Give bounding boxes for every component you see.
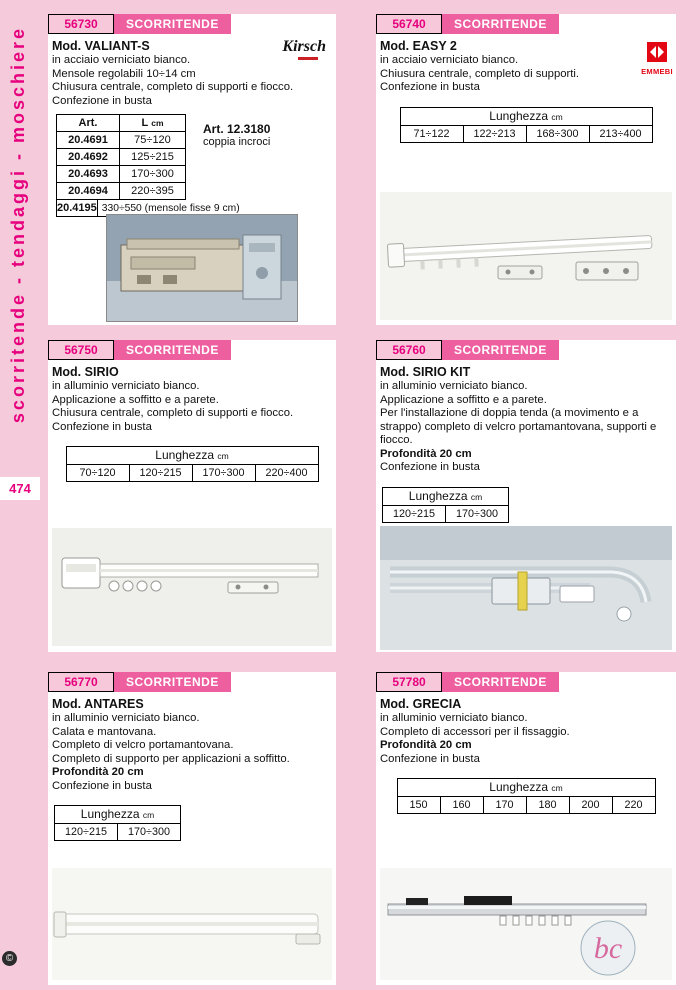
length-table-wrap: [382, 487, 676, 523]
length-cell: 220÷400: [265, 467, 308, 479]
description-line: Applicazione a soffitto e a parete.: [52, 393, 219, 406]
length-cell: 70÷120: [67, 465, 130, 481]
length-table-row: [383, 506, 508, 522]
cross-article-note: [203, 122, 270, 148]
emmebi-logo-mark-icon: [647, 42, 667, 62]
model-name: Mod. SIRIO KIT: [380, 365, 471, 379]
description-line: Calata e mantovana.: [52, 725, 157, 738]
length-table-wrap: [376, 107, 676, 143]
length-cell: 170÷300: [456, 507, 498, 520]
art-cell: 20.4692: [57, 149, 120, 165]
sidebar: [0, 0, 42, 990]
length-table: [54, 805, 181, 841]
emmebi-logo-text: EMMEBI: [641, 67, 673, 76]
model-name: Mod. ANTARES: [52, 697, 144, 711]
product-photo-antares: [52, 868, 332, 980]
length-cell: 75÷120: [134, 134, 171, 146]
length-table: [397, 778, 656, 814]
length-cell: 125÷215: [131, 151, 174, 163]
product-photo-sirio: [52, 528, 332, 646]
model-name: Mod. GRECIA: [380, 697, 462, 711]
art-cell: 20.4195: [57, 202, 97, 214]
description-line: Completo di velcro portamantovana.: [52, 739, 234, 751]
description-line: in alluminio verniciato bianco.: [52, 712, 200, 724]
length-cell: 200: [570, 797, 613, 813]
length-table-header: Lunghezza cm: [55, 806, 180, 824]
sidebar-category-text: scorritende - tendaggi - moschiere: [8, 26, 28, 424]
product-photo-sirio-kit: [380, 526, 672, 650]
length-table-header: Lunghezza cm: [401, 108, 652, 126]
description-line: Confezione in busta: [52, 94, 152, 107]
art-cell: 20.4694: [57, 183, 120, 199]
description-line: Confezione in busta: [380, 81, 480, 93]
length-table-wrap: [48, 446, 336, 482]
col-header-length: L cm: [141, 117, 164, 129]
category-label: SCORRITENDE: [442, 672, 559, 692]
length-table-header: Lunghezza cm: [383, 488, 508, 506]
length-table: [66, 446, 319, 482]
description-line: Confezione in busta: [52, 420, 152, 433]
description-line: in acciaio verniciato bianco.: [380, 54, 519, 66]
copyright-icon: ©: [2, 951, 17, 966]
length-table-row: [67, 465, 318, 481]
product-photo-easy-2: [380, 192, 672, 320]
description-line: Completo di supporto per applicazioni a soffitto.: [52, 752, 290, 765]
page-number-badge: 474: [0, 477, 40, 500]
length-cell: 213÷400: [599, 127, 642, 140]
product-code: 56760: [376, 340, 442, 360]
length-table-row: [55, 824, 180, 840]
length-cell: 120÷215: [383, 506, 446, 522]
length-cell: 170: [484, 797, 527, 813]
model-name: Mod. EASY 2: [380, 39, 457, 53]
product-panel-antares: [48, 672, 336, 985]
description-line: in alluminio verniciato bianco.: [380, 380, 528, 392]
description-line: Chiusura centrale, completo di supporti e fiocco.: [52, 81, 294, 93]
product-photo-valiant-s: [106, 214, 298, 322]
category-label: SCORRITENDE: [114, 340, 231, 360]
description-line: Profondità 20 cm: [380, 739, 472, 751]
length-cell: 170÷300: [128, 826, 170, 838]
kirsch-logo: [282, 38, 326, 60]
col-header-art: Art.: [57, 115, 120, 131]
length-cell: 220: [624, 799, 643, 811]
table-row: [56, 166, 186, 183]
description-line: Chiusura centrale, completo di supporti.: [380, 67, 580, 80]
length-cell: 170÷300: [131, 168, 174, 180]
length-table-row: [398, 797, 655, 813]
table-row: [56, 149, 186, 166]
kirsch-logo-mark-icon: [298, 57, 318, 60]
description-line: Chiusura centrale, completo di supporti e fiocco.: [52, 407, 294, 419]
length-table-header: Lunghezza cm: [398, 779, 655, 797]
art-cell: 20.4693: [57, 166, 120, 182]
model-name: Mod. SIRIO: [52, 365, 119, 379]
length-cell: 220÷395: [131, 185, 174, 197]
length-cell: 122÷213: [464, 126, 527, 142]
category-label: SCORRITENDE: [442, 340, 559, 360]
description-line: in acciaio verniciato bianco.: [52, 54, 191, 66]
table-header-row: [56, 114, 186, 132]
panel-header: [376, 672, 676, 692]
bc-logo: bc: [593, 932, 623, 965]
description-line: Confezione in busta: [52, 779, 152, 792]
description-line: in alluminio verniciato bianco.: [380, 712, 528, 724]
panel-header: [48, 672, 336, 692]
description-line: Confezione in busta: [380, 461, 480, 473]
product-panel-sirio: [48, 340, 336, 652]
product-panel-easy-2: [376, 14, 676, 325]
product-photo-grecia: [380, 868, 672, 980]
length-table-header: Lunghezza cm: [67, 447, 318, 465]
description-line: Mensole regolabili 10÷14 cm: [52, 67, 196, 80]
model-name: Mod. VALIANT-S: [52, 39, 150, 53]
length-table: [400, 107, 653, 143]
description-line: Profondità 20 cm: [52, 766, 144, 778]
product-code: 56750: [48, 340, 114, 360]
category-label: SCORRITENDE: [114, 14, 231, 34]
description-line: in alluminio verniciato bianco.: [52, 380, 200, 392]
product-panel-valiant-s: [48, 14, 336, 325]
table-row: [56, 132, 186, 149]
length-cell: 168÷300: [527, 126, 590, 142]
description-line: Confezione in busta: [380, 752, 480, 765]
length-cell: 330÷550 (mensole fisse 9 cm): [101, 202, 240, 214]
kirsch-logo-text: Kirsch: [282, 38, 326, 55]
product-panel-grecia: [376, 672, 676, 985]
description-line: Completo di accessori per il fissaggio.: [380, 725, 570, 738]
length-cell: 120÷215: [130, 465, 193, 481]
length-cell: 170÷300: [193, 465, 256, 481]
description-line: Per l'installazione di doppia tenda (a movimento e a strappo) completo di velcro portamantovana, supporti e fiocco.: [380, 407, 657, 446]
length-cell: 71÷122: [401, 126, 464, 142]
length-cell: 180: [527, 797, 570, 813]
product-code: 56770: [48, 672, 114, 692]
product-code: 56730: [48, 14, 114, 34]
description-line: Applicazione a soffitto e a parete.: [380, 393, 547, 406]
product-code: 57780: [376, 672, 442, 692]
length-table-wrap: [376, 778, 676, 814]
product-code: 56740: [376, 14, 442, 34]
length-cell: 160: [441, 797, 484, 813]
length-table-row: [401, 126, 652, 142]
art-cell: 20.4691: [57, 132, 120, 148]
length-cell: 150: [398, 797, 441, 813]
category-label: SCORRITENDE: [114, 672, 231, 692]
panel-header: [48, 14, 336, 34]
length-table-wrap: [54, 805, 336, 841]
product-panel-sirio-kit: [376, 340, 676, 652]
panel-header: [376, 14, 676, 34]
cross-article-code: Art. 12.3180: [203, 122, 271, 136]
panel-header: [376, 340, 676, 360]
category-label: SCORRITENDE: [442, 14, 559, 34]
cross-article-label: coppia incroci: [203, 136, 271, 148]
table-row: [56, 183, 186, 200]
emmebi-logo: [640, 42, 674, 76]
length-table: [382, 487, 509, 523]
description-line: Profondità 20 cm: [380, 447, 472, 460]
length-cell: 120÷215: [55, 824, 118, 840]
panel-header: [48, 340, 336, 360]
